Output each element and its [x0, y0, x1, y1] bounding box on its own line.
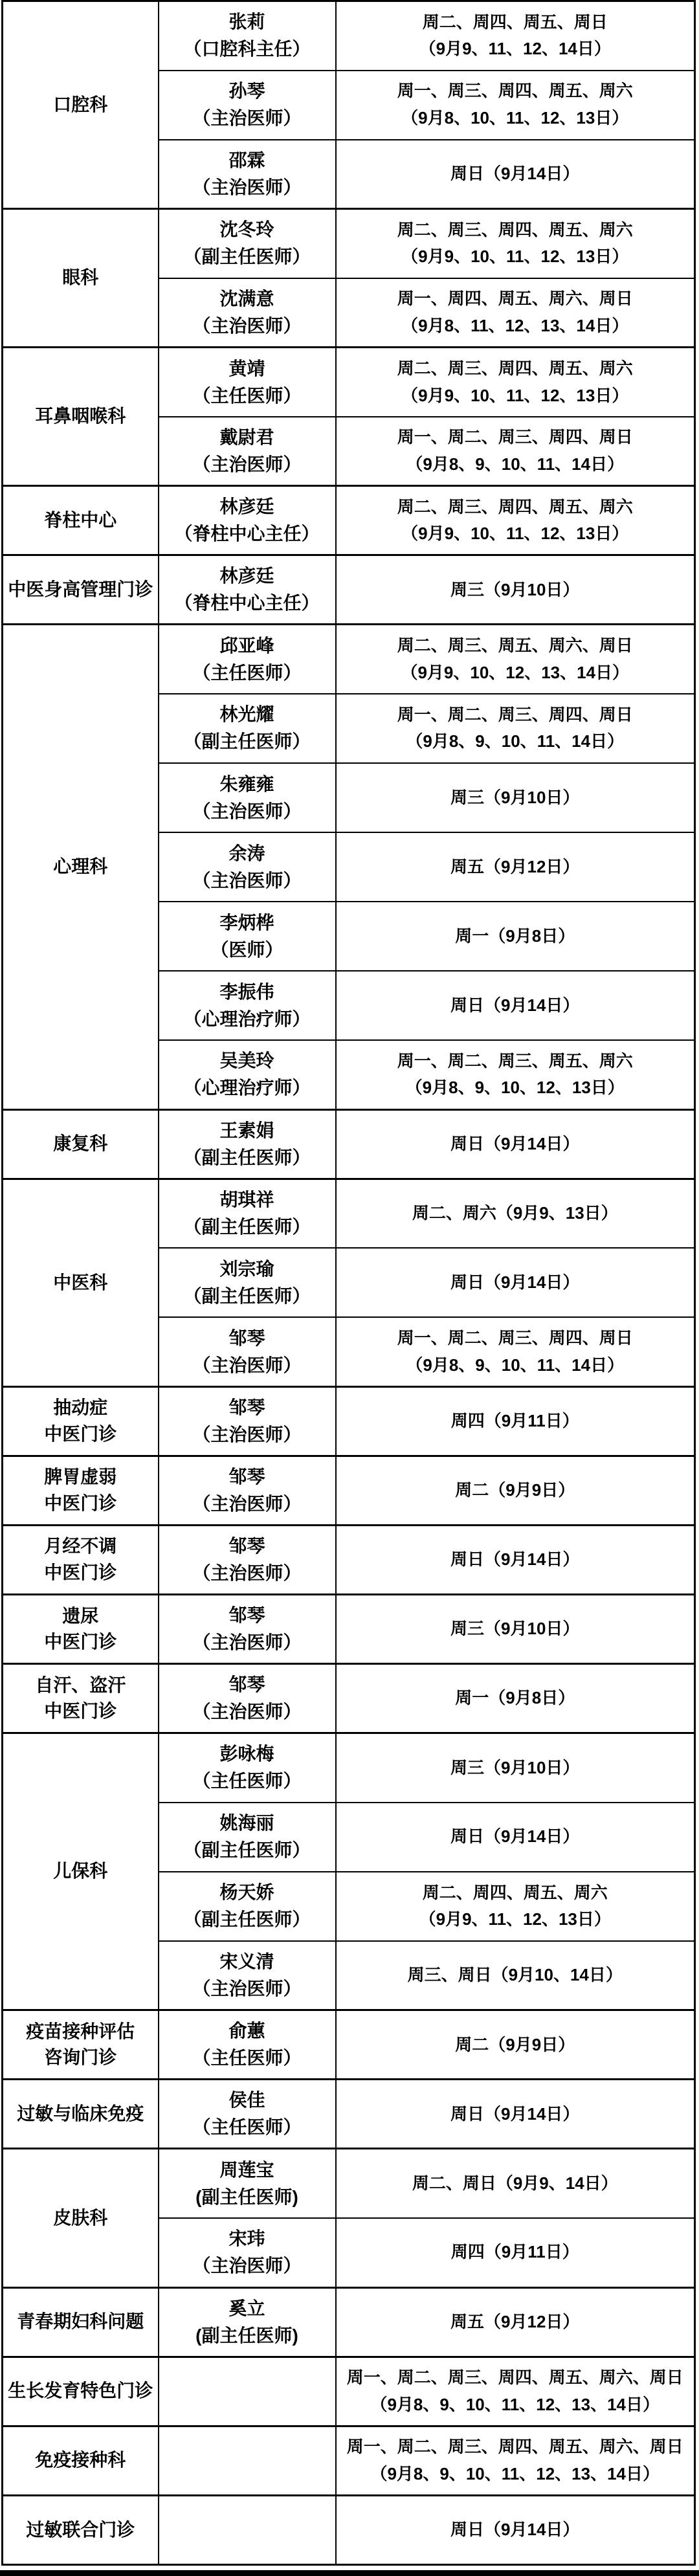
schedule-days-line: 周二、周三、周四、周五、周六: [397, 496, 633, 516]
department-cell: [3, 2357, 159, 2426]
table-row: [3, 1526, 695, 1595]
schedule-days-line: 周日（9月14日）: [450, 1133, 580, 1153]
table-row: [3, 2495, 695, 2564]
schedule-dates-line: （9月8、9、10、11、14日）: [406, 1355, 625, 1375]
table-row: [3, 1456, 695, 1525]
department-name-line: 月经不调: [44, 1536, 117, 1557]
schedule-cell: [336, 2218, 695, 2287]
department-name-line: 咨询门诊: [44, 2047, 117, 2068]
department-name-line: 中医门诊: [44, 1493, 117, 1513]
schedule-cell: [336, 348, 695, 417]
schedule-dates-line: （9月9、11、12、14日）: [419, 39, 611, 59]
schedule-days-line: 周日（9月14日）: [450, 1549, 580, 1570]
schedule-days-line: 周一、周二、周三、周四、周五、周六、周日: [346, 2368, 683, 2388]
table-row: [3, 2287, 695, 2357]
doctor-title: （主任医师）: [192, 662, 302, 683]
doctor-cell: [159, 1664, 336, 1733]
doctor-title: （副主任医师）: [183, 247, 311, 267]
doctor-name: 邹琴: [228, 1327, 265, 1348]
doctor-title: （主治医师）: [192, 1702, 302, 1722]
department-cell: [3, 2010, 159, 2080]
doctor-cell: [159, 486, 336, 555]
schedule-dates-line: （9月8、9、10、11、12、13、14日）: [370, 2463, 660, 2483]
schedule-dates-line: （9月8、9、10、11、14日）: [406, 454, 625, 474]
schedule-days-line: 周日（9月14日）: [450, 1272, 580, 1293]
department-cell: [3, 2426, 159, 2495]
department-name-line: 中医门诊: [44, 1701, 117, 1722]
department-cell: [3, 2287, 159, 2357]
doctor-cell: [159, 902, 336, 971]
doctor-cell: [159, 348, 336, 417]
department-name-line: 疫苗接种评估: [26, 2021, 135, 2041]
schedule-days-line: 周三（9月10日）: [450, 1619, 580, 1639]
doctor-title: （主治医师）: [192, 801, 302, 821]
doctor-title: （副主任医师）: [183, 731, 311, 752]
schedule-days-line: 周一、周三、周四、周五、周六: [397, 81, 633, 101]
table-row: [3, 1109, 695, 1179]
doctor-cell: [159, 2495, 336, 2564]
doctor-title: （主治医师）: [192, 454, 302, 475]
department-name-line: 青春期妇科问题: [17, 2311, 144, 2332]
doctor-title: （主治医师）: [192, 870, 302, 891]
department-name-line: 脊柱中心: [44, 510, 117, 531]
doctor-name: 邵霖: [228, 150, 265, 170]
doctor-title: （脊柱中心主任）: [174, 524, 320, 544]
schedule-cell: [336, 2010, 695, 2080]
schedule-cell: [336, 763, 695, 832]
doctor-name: 沈冬玲: [219, 219, 274, 240]
doctor-title: （主治医师）: [192, 1355, 302, 1375]
doctor-cell: [159, 832, 336, 902]
department-name-line: 康复科: [53, 1133, 108, 1154]
department-cell: [3, 625, 159, 1109]
department-name-line: 过敏联合门诊: [26, 2519, 135, 2540]
doctor-name: 宋义清: [219, 1951, 274, 1972]
doctor-name: 林彦廷: [219, 566, 274, 586]
schedule-dates-line: （9月9、10、12、13、14日）: [401, 662, 630, 682]
schedule-days-line: 周二、周日（9月9、14日）: [412, 2173, 618, 2193]
doctor-cell: [159, 1, 336, 71]
schedule-days-line: 周四（9月11日）: [450, 2242, 579, 2262]
doctor-cell: [159, 1109, 336, 1179]
doctor-cell: [159, 971, 336, 1040]
department-name-line: 抽动症: [53, 1397, 108, 1418]
schedule-cell: [336, 1733, 695, 1803]
schedule-days-line: 周一（9月8日）: [455, 1688, 575, 1708]
doctor-cell: [159, 1733, 336, 1803]
doctor-cell: [159, 2149, 336, 2218]
doctor-title: （主任医师）: [192, 385, 302, 406]
doctor-name: 邹琴: [228, 1467, 265, 1487]
department-name-line: 过敏与临床免疫: [17, 2104, 144, 2124]
doctor-title: （医师）: [210, 939, 283, 960]
doctor-name: 沈满意: [219, 288, 274, 309]
schedule-dates-line: （9月8、11、12、13、14日）: [401, 315, 629, 335]
doctor-title: （主治医师）: [192, 2256, 302, 2276]
doctor-name: 刘宗瑜: [219, 1258, 274, 1279]
department-name-line: 中医门诊: [44, 1562, 117, 1583]
doctor-cell: [159, 2218, 336, 2287]
schedule-days-line: 周一、周二、周三、周四、周五、周六、周日: [346, 2437, 683, 2457]
department-name-line: 生长发育特色门诊: [8, 2381, 153, 2401]
bottom-divider-bar: [0, 2570, 699, 2576]
schedule-cell: [336, 694, 695, 763]
schedule-days-line: 周二、周四、周五、周日: [422, 12, 608, 32]
schedule-days-line: 周二、周三、周四、周五、周六: [397, 219, 633, 239]
outpatient-schedule-table: [1, 0, 696, 2566]
schedule-cell: [336, 2495, 695, 2564]
schedule-cell: [336, 140, 695, 209]
schedule-cell: [336, 278, 695, 348]
department-name-line: 心理科: [53, 856, 108, 877]
schedule-days-line: 周日（9月14日）: [450, 2520, 580, 2540]
doctor-title: （副主任医师）: [183, 1147, 311, 1168]
doctor-cell: [159, 2426, 336, 2495]
doctor-name: 姚海丽: [219, 1813, 274, 1834]
schedule-cell: [336, 902, 695, 971]
schedule-days-line: 周一、周四、周五、周六、周日: [397, 289, 633, 309]
schedule-cell: [336, 1386, 695, 1456]
doctor-title: （副主任医师）: [183, 1285, 311, 1306]
schedule-days-line: 周四（9月11日）: [450, 1411, 579, 1431]
doctor-cell: [159, 2010, 336, 2080]
schedule-days-line: 周日（9月14日）: [450, 995, 580, 1015]
schedule-cell: [336, 1109, 695, 1179]
schedule-cell: [336, 1872, 695, 1941]
schedule-cell: [336, 486, 695, 555]
schedule-days-line: 周三（9月10日）: [450, 1757, 580, 1777]
doctor-title: （主治医师）: [192, 1424, 302, 1445]
doctor-cell: [159, 71, 336, 140]
doctor-name: 宋玮: [228, 2228, 265, 2249]
schedule-days-line: 周二（9月9日）: [455, 1480, 575, 1500]
doctor-name: 李振伟: [219, 981, 274, 1002]
department-cell: [3, 1179, 159, 1386]
doctor-name: 杨天娇: [219, 1882, 274, 1903]
doctor-name: 奚立: [228, 2298, 265, 2318]
schedule-dates-line: （9月8、9、10、11、14日）: [406, 731, 625, 751]
department-name-line: 皮肤科: [53, 2207, 108, 2228]
schedule-cell: [336, 2426, 695, 2495]
doctor-cell: [159, 2357, 336, 2426]
schedule-cell: [336, 1664, 695, 1733]
department-cell: [3, 1526, 159, 1595]
schedule-dates-line: （9月9、10、11、12、13日）: [401, 247, 629, 267]
schedule-cell: [336, 71, 695, 140]
department-cell: [3, 209, 159, 348]
doctor-name: 邹琴: [228, 1397, 265, 1417]
schedule-cell: [336, 1595, 695, 1664]
doctor-title: （主任医师）: [192, 2117, 302, 2138]
department-cell: [3, 348, 159, 486]
doctor-name: 余涛: [228, 843, 265, 863]
schedule-days-line: 周二、周三、周四、周五、周六: [397, 358, 633, 378]
department-name-line: 遗尿: [62, 1605, 99, 1626]
table-row: [3, 1179, 695, 1248]
schedule-dates-line: （9月8、9、10、11、12、13、14日）: [370, 2394, 660, 2414]
table-row: [3, 2357, 695, 2426]
schedule-cell: [336, 1040, 695, 1109]
doctor-title: （副主任医师）: [183, 1840, 311, 1861]
doctor-title: （副主任医师）: [183, 1217, 311, 1238]
schedule-days-line: 周三、周日（9月10、14日）: [407, 1965, 623, 1985]
schedule-days-line: 周三（9月10日）: [450, 787, 580, 807]
schedule-cell: [336, 209, 695, 278]
doctor-title: （主治医师）: [192, 1563, 302, 1584]
doctor-name: 王素娟: [219, 1120, 274, 1140]
doctor-name: 李炳桦: [219, 912, 274, 933]
doctor-cell: [159, 1526, 336, 1595]
doctor-cell: [159, 1941, 336, 2010]
department-name-line: 儿保科: [53, 1861, 108, 1882]
doctor-cell: [159, 625, 336, 694]
doctor-cell: [159, 209, 336, 278]
department-cell: [3, 555, 159, 625]
doctor-name: 邹琴: [228, 1605, 265, 1626]
department-cell: [3, 1664, 159, 1733]
doctor-cell: [159, 417, 336, 486]
department-cell: [3, 1595, 159, 1664]
schedule-dates-line: （9月9、11、12、13日）: [419, 1909, 611, 1929]
table-row: [3, 2080, 695, 2149]
schedule-days-line: 周一、周二、周三、周四、周日: [397, 1328, 633, 1348]
department-name-line: 耳鼻咽喉科: [35, 406, 126, 427]
doctor-title: (副主任医师): [195, 2325, 298, 2346]
doctor-name: 林彦廷: [219, 496, 274, 517]
doctor-title: （脊柱中心主任）: [174, 593, 320, 614]
department-cell: [3, 1386, 159, 1456]
doctor-cell: [159, 1803, 336, 1872]
doctor-name: 张莉: [228, 12, 265, 32]
department-cell: [3, 486, 159, 555]
table-row: [3, 1386, 695, 1456]
schedule-dates-line: （9月9、10、11、12、13日）: [401, 385, 629, 405]
department-name-line: 免疫接种科: [35, 2450, 126, 2471]
doctor-name: 林光耀: [219, 704, 274, 725]
doctor-cell: [159, 694, 336, 763]
table-row: [3, 2426, 695, 2495]
doctor-name: 朱雍雍: [219, 773, 274, 794]
schedule-cell: [336, 2357, 695, 2426]
schedule-cell: [336, 1526, 695, 1595]
department-name-line: 中医门诊: [44, 1423, 117, 1444]
schedule-days-line: 周二（9月9日）: [455, 2034, 575, 2054]
department-name-line: 中医科: [53, 1272, 108, 1293]
schedule-cell: [336, 2149, 695, 2218]
schedule-cell: [336, 417, 695, 486]
schedule-days-line: 周三（9月10日）: [450, 579, 580, 599]
schedule-days-line: 周一、周二、周三、周五、周六: [397, 1050, 633, 1071]
department-cell: [3, 2080, 159, 2149]
doctor-name: 吴美玲: [219, 1050, 274, 1071]
doctor-cell: [159, 1595, 336, 1664]
table-row: [3, 1664, 695, 1733]
department-cell: [3, 2495, 159, 2564]
schedule-cell: [336, 832, 695, 902]
table-row: [3, 1733, 695, 1803]
schedule-table-body: [3, 1, 695, 2565]
schedule-cell: [336, 1, 695, 71]
doctor-title: （主治医师）: [192, 177, 302, 197]
department-cell: [3, 1456, 159, 1525]
doctor-name: 俞蕙: [228, 2021, 265, 2041]
doctor-cell: [159, 1872, 336, 1941]
schedule-days-line: 周二、周三、周五、周六、周日: [397, 636, 633, 656]
doctor-cell: [159, 555, 336, 625]
doctor-name: 胡琪祥: [219, 1190, 274, 1210]
doctor-name: 彭咏梅: [219, 1744, 274, 1764]
department-cell: [3, 1733, 159, 2010]
department-cell: [3, 1, 159, 209]
doctor-name: 邱亚峰: [219, 635, 274, 656]
schedule-cell: [336, 1456, 695, 1525]
doctor-title: （主治医师）: [192, 1632, 302, 1653]
schedule-cell: [336, 1803, 695, 1872]
doctor-name: 黄靖: [228, 358, 265, 379]
schedule-dates-line: （9月8、10、11、12、13日）: [401, 108, 629, 128]
schedule-dates-line: （9月8、9、10、12、13日）: [405, 1078, 625, 1098]
doctor-name: 侯佳: [228, 2090, 265, 2111]
table-row: [3, 1, 695, 71]
schedule-days-line: 周一（9月8日）: [455, 926, 575, 946]
doctor-name: 周莲宝: [219, 2159, 274, 2180]
table-row: [3, 1595, 695, 1664]
doctor-name: 戴尉君: [219, 427, 274, 448]
schedule-cell: [336, 2080, 695, 2149]
schedule-days-line: 周一、周二、周三、周四、周日: [397, 427, 633, 447]
schedule-cell: [336, 1179, 695, 1248]
table-row: [3, 2010, 695, 2080]
schedule-cell: [336, 555, 695, 625]
department-name-line: 中医身高管理门诊: [8, 579, 153, 600]
department-name-line: 中医门诊: [44, 1632, 117, 1652]
table-row: [3, 555, 695, 625]
doctor-cell: [159, 278, 336, 348]
schedule-dates-line: （9月9、10、11、12、13日）: [401, 524, 629, 544]
doctor-cell: [159, 1386, 336, 1456]
schedule-days-line: 周日（9月14日）: [450, 164, 580, 184]
doctor-title: （副主任医师）: [183, 1909, 311, 1930]
schedule-days-line: 周日（9月14日）: [450, 1827, 580, 1847]
schedule-cell: [336, 1248, 695, 1317]
schedule-cell: [336, 2287, 695, 2357]
department-name-line: 眼科: [62, 267, 99, 288]
department-cell: [3, 2149, 159, 2287]
doctor-cell: [159, 140, 336, 209]
table-row: [3, 486, 695, 555]
schedule-cell: [336, 625, 695, 694]
department-name-line: 脾胃虚弱: [44, 1467, 117, 1487]
doctor-title: （主任医师）: [192, 1771, 302, 1792]
schedule-cell: [336, 1941, 695, 2010]
doctor-title: (副主任医师): [195, 2186, 298, 2207]
doctor-cell: [159, 1248, 336, 1317]
doctor-cell: [159, 763, 336, 832]
department-name-line: 自汗、盗汗: [35, 1674, 126, 1695]
schedule-days-line: 周一、周二、周三、周四、周日: [397, 704, 633, 724]
schedule-days-line: 周五（9月12日）: [450, 2311, 580, 2331]
department-name-line: 口腔科: [53, 94, 108, 115]
doctor-cell: [159, 1456, 336, 1525]
doctor-name: 邹琴: [228, 1536, 265, 1557]
department-cell: [3, 1109, 159, 1179]
doctor-title: （主治医师）: [192, 1494, 302, 1514]
doctor-title: （心理治疗师）: [183, 1078, 311, 1098]
doctor-cell: [159, 2080, 336, 2149]
table-row: [3, 348, 695, 417]
schedule-days-line: 周日（9月14日）: [450, 2104, 580, 2124]
schedule-days-line: 周五（9月12日）: [450, 856, 580, 876]
doctor-title: （主任医师）: [192, 2048, 302, 2069]
doctor-cell: [159, 1179, 336, 1248]
doctor-cell: [159, 1040, 336, 1109]
doctor-name: 邹琴: [228, 1674, 265, 1695]
doctor-cell: [159, 2287, 336, 2357]
schedule-cell: [336, 1317, 695, 1386]
doctor-title: （心理治疗师）: [183, 1008, 311, 1029]
table-row: [3, 625, 695, 694]
doctor-title: （主治医师）: [192, 108, 302, 129]
table-row: [3, 2149, 695, 2218]
doctor-cell: [159, 1317, 336, 1386]
table-row: [3, 209, 695, 278]
doctor-name: 孙琴: [228, 81, 265, 102]
schedule-cell: [336, 971, 695, 1040]
schedule-days-line: 周二、周四、周五、周六: [422, 1882, 608, 1902]
schedule-days-line: 周二、周六（9月9、13日）: [412, 1203, 618, 1223]
doctor-title: （口腔科主任）: [183, 39, 311, 60]
doctor-title: （主治医师）: [192, 315, 302, 336]
doctor-title: （主治医师）: [192, 1979, 302, 1999]
